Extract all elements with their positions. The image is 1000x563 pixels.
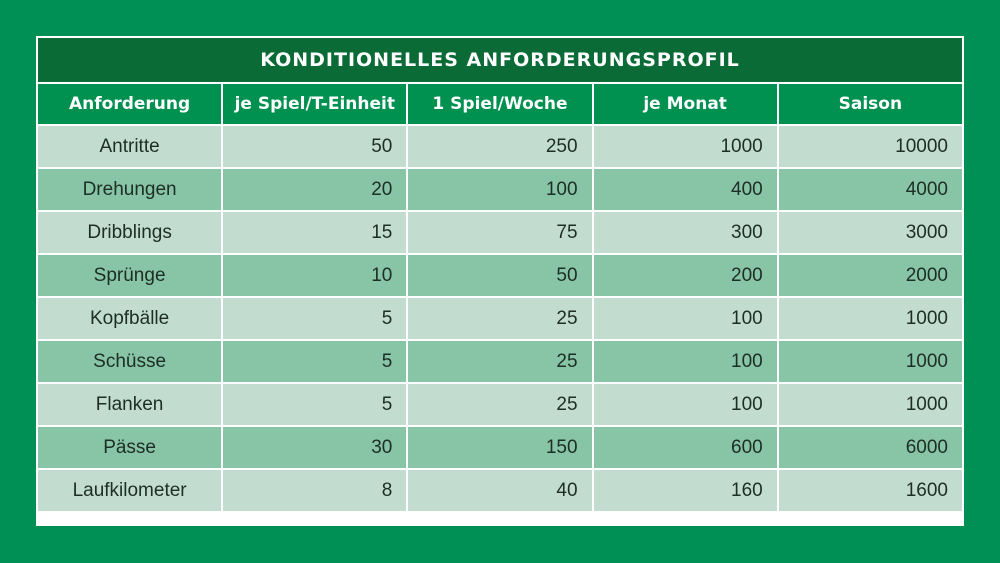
cell-saison: 6000	[779, 427, 962, 468]
requirements-table	[36, 36, 964, 526]
cell-spiel-woche: 25	[408, 341, 591, 382]
cell-saison: 1600	[779, 470, 962, 511]
cell-spiel-woche: 150	[408, 427, 591, 468]
table-row	[38, 470, 962, 511]
cell-saison: 10000	[779, 126, 962, 167]
row-label: Schüsse	[38, 341, 221, 382]
cell-saison: 3000	[779, 212, 962, 253]
cell-je-monat: 100	[594, 341, 777, 382]
column-header-spiel-woche: 1 Spiel/Woche	[408, 84, 591, 124]
cell-je-spiel: 20	[223, 169, 406, 210]
cell-je-monat: 100	[594, 384, 777, 425]
cell-je-spiel: 5	[223, 298, 406, 339]
cell-je-spiel: 30	[223, 427, 406, 468]
cell-spiel-woche: 75	[408, 212, 591, 253]
cell-je-monat: 400	[594, 169, 777, 210]
cell-spiel-woche: 100	[408, 169, 591, 210]
table-row	[38, 212, 962, 253]
table-row	[38, 169, 962, 210]
cell-je-spiel: 5	[223, 384, 406, 425]
row-label: Laufkilometer	[38, 470, 221, 511]
table-row	[38, 427, 962, 468]
cell-saison: 2000	[779, 255, 962, 296]
row-label: Antritte	[38, 126, 221, 167]
cell-je-spiel: 50	[223, 126, 406, 167]
cell-spiel-woche: 25	[408, 298, 591, 339]
cell-je-monat: 1000	[594, 126, 777, 167]
table-row	[38, 384, 962, 425]
cell-saison: 1000	[779, 384, 962, 425]
cell-je-monat: 200	[594, 255, 777, 296]
row-label: Pässe	[38, 427, 221, 468]
row-label: Flanken	[38, 384, 221, 425]
cell-saison: 1000	[779, 341, 962, 382]
cell-spiel-woche: 40	[408, 470, 591, 511]
table-title: KONDITIONELLES ANFORDERUNGSPROFIL	[38, 38, 962, 82]
header-row	[38, 84, 962, 124]
table-row	[38, 126, 962, 167]
cell-je-spiel: 15	[223, 212, 406, 253]
cell-spiel-woche: 25	[408, 384, 591, 425]
cell-je-monat: 100	[594, 298, 777, 339]
table-row	[38, 298, 962, 339]
cell-je-monat: 160	[594, 470, 777, 511]
row-label: Sprünge	[38, 255, 221, 296]
table-row	[38, 255, 962, 296]
cell-saison: 1000	[779, 298, 962, 339]
row-label: Kopfbälle	[38, 298, 221, 339]
cell-je-spiel: 8	[223, 470, 406, 511]
cell-je-monat: 300	[594, 212, 777, 253]
cell-spiel-woche: 50	[408, 255, 591, 296]
column-header-je-spiel: je Spiel/T-Einheit	[223, 84, 406, 124]
cell-je-spiel: 10	[223, 255, 406, 296]
row-label: Dribblings	[38, 212, 221, 253]
cell-je-monat: 600	[594, 427, 777, 468]
cell-saison: 4000	[779, 169, 962, 210]
column-header-anforderung: Anforderung	[38, 84, 221, 124]
cell-spiel-woche: 250	[408, 126, 591, 167]
column-header-saison: Saison	[779, 84, 962, 124]
row-label: Drehungen	[38, 169, 221, 210]
column-header-je-monat: je Monat	[594, 84, 777, 124]
cell-je-spiel: 5	[223, 341, 406, 382]
data-grid	[36, 82, 964, 513]
table-row	[38, 341, 962, 382]
